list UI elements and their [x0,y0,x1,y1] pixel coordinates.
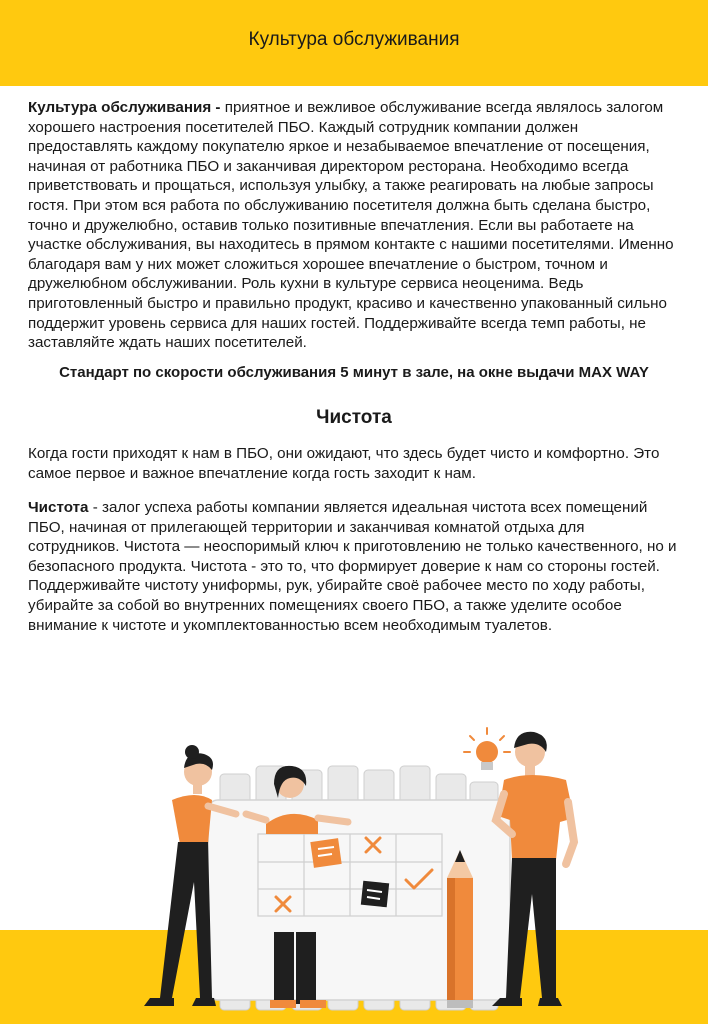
speed-standard: Стандарт по скорости обслуживания 5 минут в зале, на окне выдачи MAX WAY [59,363,649,381]
document-body [28,98,680,635]
service-culture-paragraph [28,98,680,353]
cleanliness-intro: Когда гости приходят к нам в ПБО, они ожидают, что здесь будет чисто и комфортно. Это самое первое и важное впечатление когда гость заходит к нам. [28,444,660,482]
cleanliness-term: Чистота [28,499,89,517]
service-culture-text: приятное и вежливое обслуживание всегда являлось залогом хорошего настроения посетителей ПБО. Каждый сотрудник компании должен предоставлять каждому покупателю яркое и незабываемое впечатление от посещения, начиная от работника ПБО и заканчивая директором ресторана. Необходимо всегда приветствовать и прощаться, используя улыбку, а также реагировать на любые запросы гостя. При этом вся работа по обслуживанию посетителя должна быть сделана быстро, точно и дружелюбно, оставив только позитивные впечатления. Если вы работаете на участке обслуживания, вы находитесь в прямом контакте с нашими посетителями. Именно благодаря вам у них может сложиться хорошее впечатление о быстром, точном и дружелюбном обслуживании. Роль кухни в культуре сервиса неоценима. Ведь приготовленный быстро и правильно продукт, красиво и качественно упакованный сильно поддержит уровень сервиса для наших гостей. Поддерживайте всегда темп работы, не заставляйте ждать наших посетителей. [28,99,674,352]
page-title: Культура обслуживания [248,29,460,50]
sticky-note-orange [310,838,341,868]
pencil [447,850,473,1008]
cleanliness-text: - залог успеха работы компании является идеальная чистота всех помещений ПБО, начиная от прилегающей территории и заканчивая комнатой отдыха для сотрудников. Чистота — неоспоримый ключ к приготовлению не только качественного, но и безопасного продукта. Чистота - это то, что формирует доверие к нам со стороны гостей. Поддерживайте чистоту униформы, рук, убирайте своё рабочее место по ходу работы, убирайте за собой во внутренних помещениях своего ПБО, а также уделите особое внимание к чистоте и укомплектованностью всем необходимым туалетов. [28,499,677,634]
header-bar [0,0,708,86]
team-planning-illustration [0,722,708,1024]
service-culture-term: Культура обслуживания - [28,99,221,116]
section-title-cleanliness: Чистота [316,407,392,429]
cleanliness-paragraph [28,498,680,635]
lightbulb-icon [464,728,510,770]
sticky-note-dark [361,881,389,908]
